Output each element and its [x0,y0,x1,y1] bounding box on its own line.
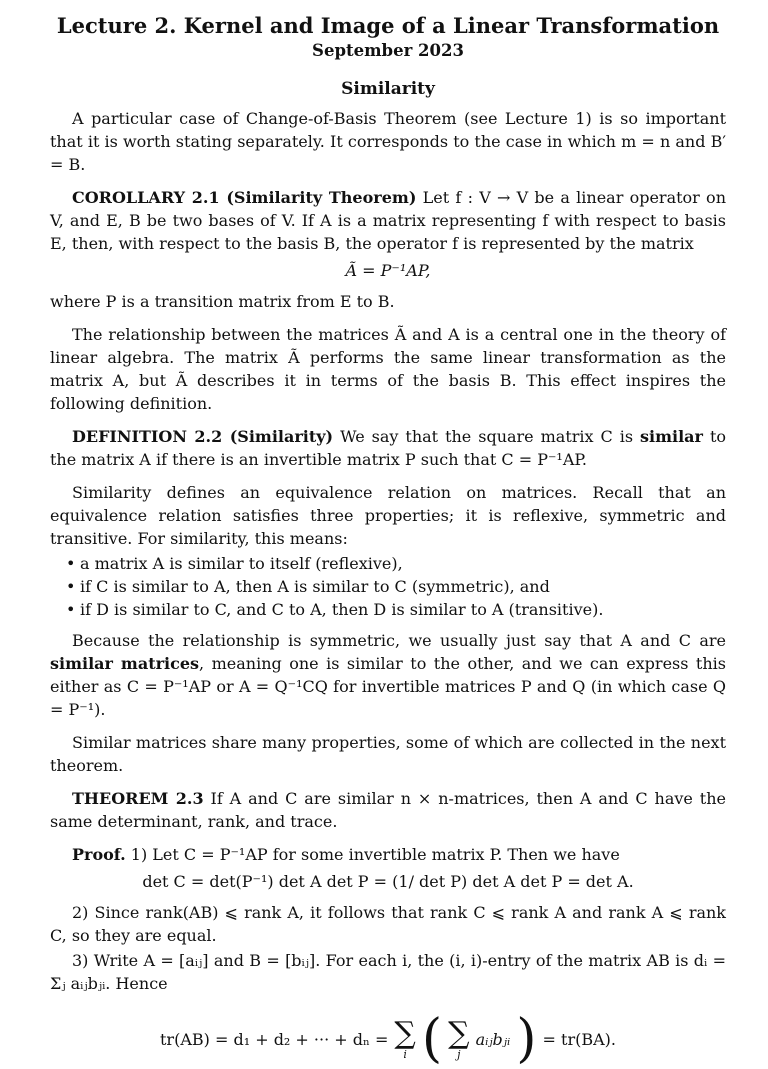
sum-term: aᵢⱼbⱼᵢ [475,1029,511,1049]
trace-left: tr(AB) = d₁ + d₂ + ··· + dₙ = [160,1029,389,1049]
theorem-text: If A and C are similar n × n-matrices, then A and C have the same determinant, rank, and trace. [50,789,727,831]
share-paragraph: Similar matrices share many properties, some of which are collected in the next theorem. [50,733,726,775]
list-item: • if D is similar to C, and C to A, then D is similar to A (transitive). [66,598,726,621]
trace-equation [50,1009,726,1069]
relationship-paragraph: The relationship between the matrices Ã and A is a central one in the theory of linear algebra. The matrix Ã performs the same linear transformation as the matrix A, but Ã describes it in terms of the basis B. This effect inspires the following definition. [50,325,726,413]
proof-paragraph [50,843,726,866]
outer-sum-symbol: ∑ i [394,1015,416,1061]
definition-text-before: We say that the square matrix C is [340,427,634,446]
theorem-label: THEOREM 2.3 [72,789,204,808]
outer-sum-index: i [403,1047,407,1061]
symmetric-before: Because the relationship is symmetric, we usually just say that A and C are [72,631,726,650]
definition-text-after: to the matrix A if there is an invertible matrix P such that C = P⁻¹AP. [50,427,726,469]
corollary-after: where P is a transition matrix from E to B. [50,292,395,311]
definition-paragraph [50,425,726,471]
intro-paragraph: A particular case of Change-of-Basis Theorem (see Lecture 1) is so important that it is worth stating separately. It corresponds to the case in which m = n and B′ = B. [50,109,726,174]
definition-label: DEFINITION 2.2 (Similarity) [72,427,334,446]
page [50,8,727,1069]
symmetric-after: , meaning one is similar to the other, and we can express this either as C = P⁻¹AP or A = Q⁻¹CQ for invertible matrices P and Q (in which case Q = P⁻¹). [50,654,726,719]
proof-step3: 3) Write A = [aᵢⱼ] and B = [bᵢⱼ]. For each i, the (i, i)-entry of the matrix AB is dᵢ = Σⱼ aᵢⱼbⱼᵢ. Hence [50,951,726,993]
list-item: • a matrix A is similar to itself (reflexive), [66,552,726,575]
corollary-label: COROLLARY 2.1 (Similarity Theorem) [72,188,417,207]
corollary-equation: Ã = P⁻¹AP, [345,261,431,280]
theorem-paragraph [50,787,726,833]
proof-label: Proof. [72,845,126,864]
corollary-paragraph [50,186,726,255]
page-title: Lecture 2. Kernel and Image of a Linear Transformation [56,13,720,38]
section-heading: Similarity [341,79,435,99]
left-paren: ( [421,1009,443,1069]
determinant-equation: det C = det(P⁻¹) det A det P = (1/ det P) det A det P = det A. [142,872,634,891]
right-paren: ) [516,1009,537,1069]
corollary-text: Let f : V → V be a linear operator on V, and E, B be two bases of V. If A is a matrix representing f with respect to basis E, then, with respect to the basis B, the operator f is represented by the matrix [50,188,726,253]
symmetric-bold: similar matrices [50,654,200,673]
definition-bold-word: similar [640,427,703,446]
proof-step2: 2) Since rank(AB) ⩽ rank A, it follows that rank C ⩽ rank A and rank A ⩽ rank C, so they are equal. [50,903,726,945]
list-item: • if C is similar to A, then A is similar to C (symmetric), and [66,575,726,598]
properties-list [50,552,726,621]
proof-step1: 1) Let C = P⁻¹AP for some invertible matrix P. Then we have [130,845,620,864]
page-date: September 2023 [312,41,464,60]
inner-sum-symbol: ∑ j [448,1015,470,1061]
equivalence-paragraph: Similarity defines an equivalence relation on matrices. Recall that an equivalence relation satisfies three properties; it is reflexive, symmetric and transitive. For similarity, this means: [50,483,726,548]
trace-right: = tr(BA). [542,1029,616,1049]
symmetric-paragraph [50,629,726,721]
inner-sum-index: j [457,1047,461,1061]
